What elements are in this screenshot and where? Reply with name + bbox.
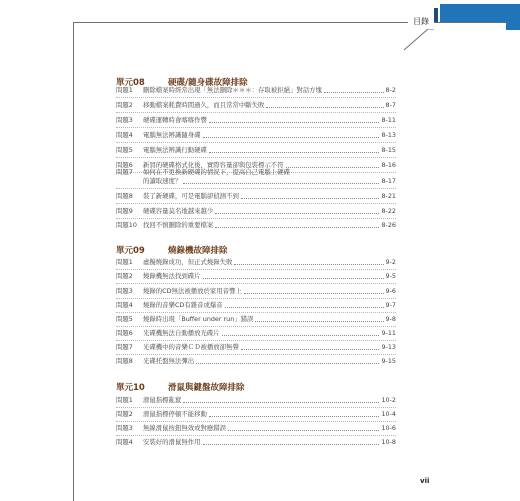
row-divider	[116, 340, 396, 341]
row-divider	[116, 326, 396, 327]
row-divider	[116, 127, 396, 128]
leader-dots	[209, 416, 380, 417]
page-ref: 8-7	[385, 101, 396, 109]
page-ref: 8-26	[381, 221, 396, 229]
page-ref: 9-5	[385, 272, 396, 280]
unit-title: 硬碟/隨身碟故障排除	[168, 78, 248, 88]
question-number: 問題3	[116, 424, 133, 432]
page-ref: 10-8	[381, 438, 396, 446]
toc-entry[interactable]	[116, 192, 396, 201]
page-ref: 9-13	[381, 343, 396, 351]
question-text: 電腦無法辨識隨身碟	[143, 131, 201, 139]
question-number: 問題8	[116, 357, 133, 365]
toc-title: 目錄	[408, 15, 434, 29]
toc-entry[interactable]	[116, 301, 396, 310]
page-ref: 8-16	[381, 161, 396, 169]
toc-entry[interactable]	[116, 424, 396, 433]
toc-entry[interactable]	[116, 258, 396, 267]
question-text: 燒錄機無法找到碟片	[143, 272, 201, 280]
row-divider	[116, 142, 396, 143]
question-number: 問題6	[116, 161, 133, 169]
page-ref: 10-4	[381, 410, 396, 418]
row-divider	[116, 218, 396, 219]
page-ref: 9-7	[385, 301, 396, 309]
leader-dots	[234, 264, 383, 265]
row-divider	[116, 97, 396, 98]
question-text: 新買的硬碟格式化後，實際容量卻與包裝標示不符	[143, 161, 284, 169]
question-number: 問題2	[116, 101, 133, 109]
question-number: 問題4	[116, 438, 133, 446]
page-ref: 8-2	[385, 86, 396, 94]
question-number: 問題7	[116, 343, 133, 351]
toc-entry[interactable]	[116, 116, 396, 125]
row-divider	[116, 354, 396, 355]
toc-entry[interactable]	[116, 86, 396, 95]
question-number: 問題4	[116, 131, 133, 139]
leader-dots	[183, 183, 379, 184]
row-divider	[116, 435, 396, 436]
leader-dots	[241, 349, 380, 350]
leader-dots	[225, 307, 384, 308]
page-ref: 9-2	[385, 258, 396, 266]
question-number: 問題2	[116, 410, 133, 418]
toc-entry[interactable]	[116, 329, 396, 338]
page-number: vii	[420, 477, 430, 485]
page-ref: 9-6	[385, 287, 396, 295]
page-ref: 10-6	[381, 424, 396, 432]
question-number: 問題4	[116, 301, 133, 309]
toc-entry[interactable]	[116, 396, 396, 405]
toc-entry[interactable]	[116, 410, 396, 419]
leader-dots	[255, 321, 383, 322]
question-text: 硬碟容量莫名地越來越少	[143, 207, 214, 215]
page-ref: 9-8	[385, 315, 396, 323]
leader-dots	[209, 152, 380, 153]
leader-dots	[203, 444, 380, 445]
leader-dots	[215, 227, 379, 228]
page-ref: 8-13	[381, 131, 396, 139]
leader-dots	[215, 213, 379, 214]
toc-entry[interactable]	[116, 221, 396, 230]
leader-dots	[203, 137, 380, 138]
unit-heading	[116, 381, 245, 393]
question-text: 電腦無法辨識行動硬碟	[143, 146, 207, 154]
row-divider	[116, 188, 396, 189]
question-text: 如何在不更換新硬碟的情況下，提高自己電腦上硬碟	[143, 168, 290, 176]
toc-entry[interactable]	[116, 272, 396, 281]
question-number: 問題1	[116, 86, 133, 94]
question-text: 燒錄時出現「Buffer under run」錯誤	[143, 315, 254, 323]
question-number: 問題8	[116, 192, 133, 200]
page-ref: 10-2	[381, 396, 396, 404]
toc-entry[interactable]	[116, 207, 396, 216]
leader-dots	[324, 92, 384, 93]
row-divider	[116, 203, 396, 204]
question-text: 硬碟運轉時會喀喀作響	[143, 116, 207, 124]
leader-dots	[222, 335, 380, 336]
leader-dots	[228, 430, 379, 431]
question-number: 問題9	[116, 207, 133, 215]
toc-entry[interactable]	[116, 146, 396, 155]
unit-label: 單元10	[116, 383, 145, 393]
question-number: 問題1	[116, 396, 133, 404]
toc-entry[interactable]	[116, 438, 396, 447]
leader-dots	[183, 402, 379, 403]
question-number: 問題5	[116, 315, 133, 323]
question-number: 問題10	[116, 221, 137, 229]
question-number: 問題7	[116, 168, 133, 176]
question-text: 滑鼠指標亂竄	[143, 396, 182, 404]
leader-dots	[209, 122, 380, 123]
question-text: 找回不慎刪除的重要檔案	[143, 221, 214, 229]
page-ref: 8-21	[381, 192, 396, 200]
question-text: 無線滑鼠按鈕無效或對應錯誤	[143, 424, 227, 432]
toc-entry[interactable]	[116, 315, 396, 324]
question-number: 問題5	[116, 146, 133, 154]
toc-entry[interactable]	[116, 343, 396, 352]
question-text: 燒錄的CD無法被播放於家用音響上	[143, 287, 242, 295]
row-divider	[116, 312, 396, 313]
question-number: 問題1	[116, 258, 133, 266]
page-ref: 8-15	[381, 146, 396, 154]
question-text: 光碟托盤無法彈出	[143, 357, 195, 365]
question-number: 問題6	[116, 329, 133, 337]
row-divider	[116, 407, 396, 408]
unit-title: 燒錄機故障排除	[168, 246, 228, 256]
page-ref: 8-17	[381, 177, 396, 185]
row-divider	[116, 269, 396, 270]
question-number: 問題3	[116, 287, 133, 295]
question-text: 刪除檔案時經常出現「無法刪除＊＊＊：存取被拒絕」對話方塊	[143, 86, 322, 94]
row-divider	[116, 421, 396, 422]
page-ref: 8-22	[381, 207, 396, 215]
question-text-continued: 的讀取速度？	[143, 177, 182, 185]
question-text: 虛擬燒錄成功，但正式燒錄失敗	[143, 258, 233, 266]
leader-dots	[244, 293, 384, 294]
leader-dots	[266, 107, 383, 108]
question-text: 光碟機中的音樂ＣＤ被播放卻無聲	[143, 343, 239, 351]
unit-heading	[116, 244, 228, 256]
leader-dots	[196, 363, 379, 364]
toc-entry[interactable]	[116, 131, 396, 140]
question-text: 裝了新硬碟，可是電腦卻偵測不到	[143, 192, 239, 200]
row-divider	[116, 112, 396, 113]
question-text: 光碟機無法自動播放光碟片	[143, 329, 220, 337]
row-divider	[116, 157, 396, 158]
question-text: 移動檔案耗費時間過久，而且常常中斷失敗	[143, 101, 265, 109]
unit-title: 滑鼠與鍵盤故障排除	[168, 383, 245, 393]
question-number: 問題3	[116, 116, 133, 124]
unit-label: 單元08	[116, 78, 145, 88]
page-ref: 9-15	[381, 357, 396, 365]
leader-dots	[241, 198, 380, 199]
toc-entry[interactable]	[116, 357, 396, 366]
toc-entry[interactable]	[116, 101, 396, 110]
unit-label: 單元09	[116, 246, 145, 256]
row-divider	[116, 298, 396, 299]
question-text: 安裝好的滑鼠無作用	[143, 438, 201, 446]
question-number: 問題2	[116, 272, 133, 280]
question-text: 燒錄的音樂CD有雜音或爆音	[143, 301, 223, 309]
toc-entry[interactable]	[116, 287, 396, 296]
toc-entry[interactable]	[116, 168, 396, 186]
row-divider	[116, 283, 396, 284]
leader-dots	[203, 278, 384, 279]
page-ref: 9-11	[381, 329, 396, 337]
page-ref: 8-11	[381, 116, 396, 124]
question-text: 滑鼠指標停頓不能移動	[143, 410, 207, 418]
